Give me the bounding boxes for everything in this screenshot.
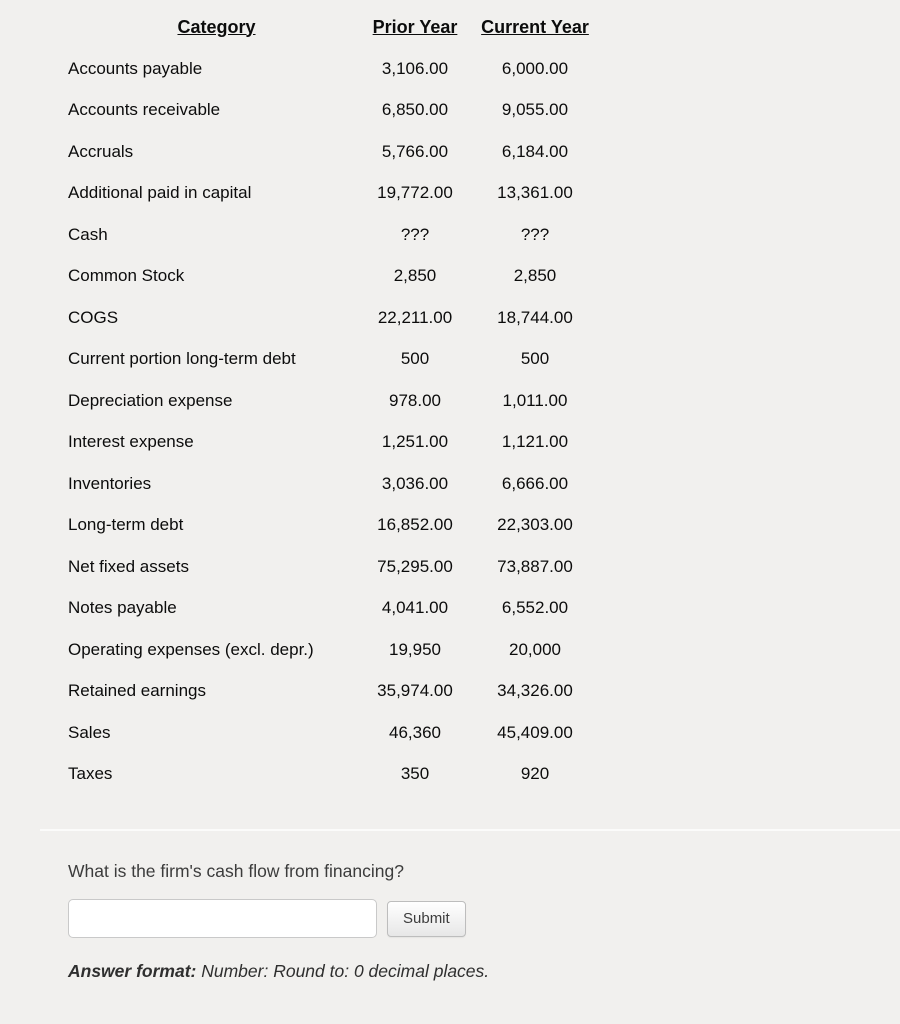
row-category: Net fixed assets (68, 556, 189, 576)
table-row (68, 422, 605, 464)
row-prior-year-value: 22,211.00 (377, 307, 453, 327)
row-current-year-value: 45,409.00 (497, 722, 573, 742)
answer-input[interactable] (68, 899, 377, 938)
row-current-year-value: 1,011.00 (502, 390, 568, 410)
row-current-year-value: 500 (520, 349, 550, 369)
row-prior-year-value: 3,036.00 (381, 473, 449, 493)
column-header-prior-year: Prior Year (372, 16, 458, 37)
row-prior-year-value: 4,041.00 (381, 598, 449, 618)
row-current-year-value: 920 (520, 764, 550, 784)
row-current-year-value: 22,303.00 (497, 515, 573, 535)
row-prior-year-value: 19,772.00 (377, 183, 453, 203)
row-category: Taxes (68, 764, 113, 784)
column-header-category: Category (177, 16, 256, 37)
table-row (68, 173, 605, 215)
row-category: Operating expenses (excl. depr.) (68, 639, 314, 659)
table-header-row (68, 6, 605, 48)
row-prior-year-value: 5,766.00 (381, 141, 449, 161)
row-category: COGS (68, 307, 119, 327)
row-current-year-value: 6,000.00 (501, 58, 569, 78)
row-category: Inventories (68, 473, 152, 493)
row-current-year-value: 1,121.00 (501, 432, 569, 452)
table-row (68, 380, 605, 422)
table-row (68, 754, 605, 796)
row-prior-year-value: 46,360 (389, 722, 441, 742)
table-row (68, 256, 605, 298)
table-row (68, 214, 605, 256)
answer-row (68, 899, 900, 938)
row-category: Sales (68, 722, 111, 742)
row-category: Cash (68, 224, 108, 244)
row-category: Accounts payable (68, 58, 203, 78)
table-row (68, 297, 605, 339)
row-category: Additional paid in capital (68, 183, 252, 203)
row-category: Depreciation expense (68, 390, 233, 410)
row-current-year-value: 6,184.00 (501, 141, 569, 161)
row-current-year-value: 73,887.00 (497, 556, 573, 576)
row-current-year-value: ??? (520, 224, 550, 244)
row-current-year-value: 13,361.00 (497, 183, 573, 203)
table-row (68, 712, 605, 754)
financial-data-table (68, 6, 605, 795)
row-category: Interest expense (68, 432, 194, 452)
row-prior-year-value: 19,950 (389, 639, 441, 659)
row-category: Long-term debt (68, 515, 184, 535)
row-prior-year-value: 2,850 (393, 266, 437, 286)
row-current-year-value: 34,326.00 (497, 681, 573, 701)
row-prior-year-value: 978.00 (389, 390, 441, 410)
row-prior-year-value: 75,295.00 (377, 556, 453, 576)
row-category: Accruals (68, 141, 134, 161)
row-prior-year-value: 35,974.00 (377, 681, 453, 701)
table-row (68, 48, 605, 90)
submit-button[interactable]: Submit (387, 901, 466, 937)
row-prior-year-value: 1,251.00 (381, 432, 449, 452)
table-row (68, 546, 605, 588)
row-category: Common Stock (68, 266, 185, 286)
row-prior-year-value: 3,106.00 (381, 58, 449, 78)
row-current-year-value: 6,552.00 (501, 598, 569, 618)
row-prior-year-value: 16,852.00 (377, 515, 453, 535)
question-text: What is the firm's cash flow from financing? (68, 861, 404, 881)
table-row (68, 131, 605, 173)
row-category: Current portion long-term debt (68, 349, 296, 369)
row-prior-year-value: 350 (400, 764, 430, 784)
column-header-current-year: Current Year (481, 16, 589, 37)
section-divider (40, 829, 900, 831)
row-current-year-value: 20,000 (509, 639, 561, 659)
row-current-year-value: 6,666.00 (501, 473, 569, 493)
answer-format-text: Number: Round to: 0 decimal places. (201, 961, 490, 981)
row-category: Notes payable (68, 598, 177, 618)
row-current-year-value: 2,850 (513, 266, 557, 286)
row-prior-year-value: ??? (400, 224, 430, 244)
row-category: Accounts receivable (68, 100, 221, 120)
table-row (68, 671, 605, 713)
row-category: Retained earnings (68, 681, 206, 701)
answer-format-label: Answer format: (68, 961, 197, 981)
row-current-year-value: 18,744.00 (497, 307, 573, 327)
table-row (68, 505, 605, 547)
answer-format-note (68, 961, 900, 982)
row-prior-year-value: 6,850.00 (381, 100, 449, 120)
row-prior-year-value: 500 (400, 349, 430, 369)
table-row (68, 588, 605, 630)
table-row (68, 90, 605, 132)
table-row (68, 463, 605, 505)
row-current-year-value: 9,055.00 (501, 100, 569, 120)
table-row (68, 629, 605, 671)
table-row (68, 339, 605, 381)
